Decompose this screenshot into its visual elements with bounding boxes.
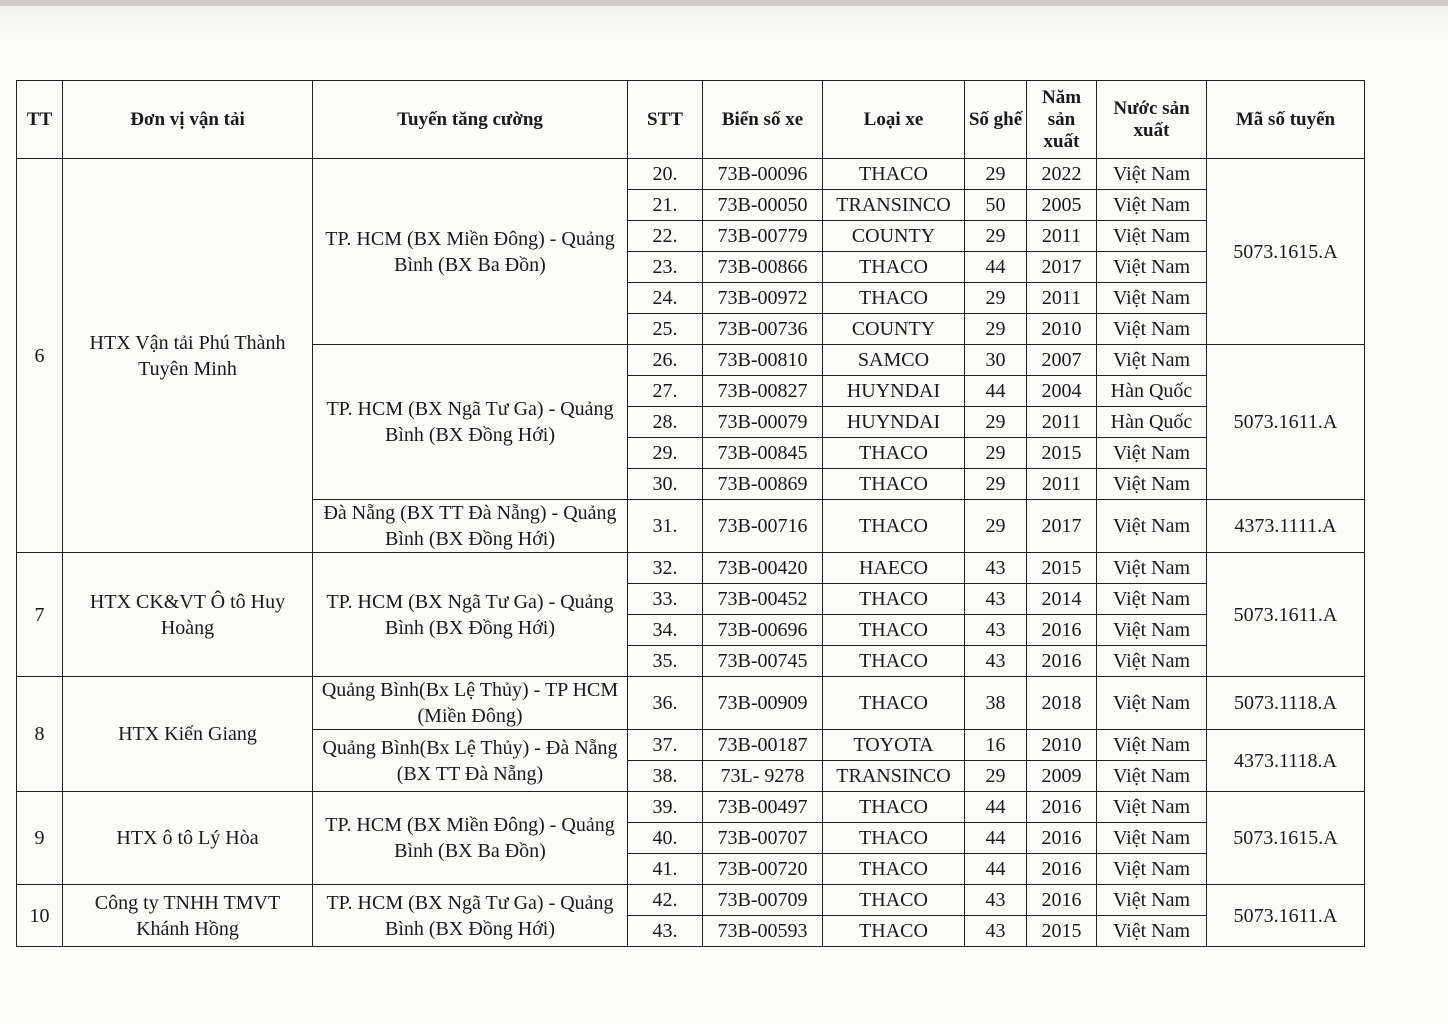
vehicle-seats: 29 bbox=[965, 283, 1027, 314]
vehicle-year: 2018 bbox=[1027, 677, 1097, 730]
vehicle-country: Việt Nam bbox=[1097, 677, 1207, 730]
vehicle-stt: 30. bbox=[628, 469, 703, 500]
vehicle-type: THACO bbox=[823, 823, 965, 854]
route-name: Quảng Bình(Bx Lệ Thủy) - TP HCM (Miền Đông) bbox=[313, 677, 628, 730]
vehicle-seats: 43 bbox=[965, 646, 1027, 677]
vehicle-plate: 73B-00845 bbox=[703, 438, 823, 469]
vehicle-seats: 29 bbox=[965, 761, 1027, 792]
table-row bbox=[17, 677, 1365, 730]
vehicle-stt: 36. bbox=[628, 677, 703, 730]
vehicle-year: 2011 bbox=[1027, 283, 1097, 314]
header-row bbox=[17, 81, 1365, 159]
header-country: Nước sản xuất bbox=[1097, 81, 1207, 159]
vehicle-seats: 43 bbox=[965, 553, 1027, 584]
vehicle-plate: 73B-00707 bbox=[703, 823, 823, 854]
vehicle-seats: 44 bbox=[965, 792, 1027, 823]
vehicle-type: HAECO bbox=[823, 553, 965, 584]
vehicle-type: THACO bbox=[823, 677, 965, 730]
vehicle-plate: 73B-00187 bbox=[703, 730, 823, 761]
vehicle-stt: 43. bbox=[628, 916, 703, 947]
vehicle-country: Việt Nam bbox=[1097, 159, 1207, 190]
vehicle-plate: 73B-00720 bbox=[703, 854, 823, 885]
route-name: Quảng Bình(Bx Lệ Thủy) - Đà Nẵng (BX TT Đà Nẵng) bbox=[313, 730, 628, 792]
vehicle-country: Việt Nam bbox=[1097, 885, 1207, 916]
vehicle-type: THACO bbox=[823, 159, 965, 190]
vehicle-seats: 29 bbox=[965, 314, 1027, 345]
vehicle-table bbox=[16, 80, 1365, 947]
route-name: Đà Nẵng (BX TT Đà Nẵng) - Quảng Bình (BX Đồng Hới) bbox=[313, 500, 628, 553]
vehicle-seats: 44 bbox=[965, 854, 1027, 885]
vehicle-type: HUYNDAI bbox=[823, 407, 965, 438]
vehicle-type: THACO bbox=[823, 584, 965, 615]
vehicle-stt: 28. bbox=[628, 407, 703, 438]
vehicle-stt: 27. bbox=[628, 376, 703, 407]
vehicle-country: Việt Nam bbox=[1097, 792, 1207, 823]
vehicle-stt: 32. bbox=[628, 553, 703, 584]
transport-unit: Công ty TNHH TMVT Khánh Hồng bbox=[63, 885, 313, 947]
vehicle-plate: 73B-00716 bbox=[703, 500, 823, 553]
transport-unit: HTX Vận tải Phú Thành Tuyên Minh bbox=[63, 159, 313, 553]
vehicle-type: COUNTY bbox=[823, 314, 965, 345]
vehicle-plate: 73B-00736 bbox=[703, 314, 823, 345]
vehicle-seats: 44 bbox=[965, 823, 1027, 854]
vehicle-seats: 44 bbox=[965, 376, 1027, 407]
vehicle-plate: 73B-00420 bbox=[703, 553, 823, 584]
vehicle-country: Hàn Quốc bbox=[1097, 376, 1207, 407]
vehicle-seats: 43 bbox=[965, 584, 1027, 615]
vehicle-country: Việt Nam bbox=[1097, 916, 1207, 947]
vehicle-year: 2011 bbox=[1027, 407, 1097, 438]
header-type: Loại xe bbox=[823, 81, 965, 159]
vehicle-stt: 34. bbox=[628, 615, 703, 646]
vehicle-seats: 50 bbox=[965, 190, 1027, 221]
vehicle-year: 2015 bbox=[1027, 916, 1097, 947]
vehicle-year: 2014 bbox=[1027, 584, 1097, 615]
route-code: 5073.1611.A bbox=[1207, 553, 1365, 677]
route-code: 4373.1118.A bbox=[1207, 730, 1365, 792]
vehicle-seats: 29 bbox=[965, 221, 1027, 252]
table-row bbox=[17, 159, 1365, 190]
scan-edge bbox=[0, 0, 1448, 6]
vehicle-stt: 22. bbox=[628, 221, 703, 252]
vehicle-type: THACO bbox=[823, 283, 965, 314]
vehicle-seats: 43 bbox=[965, 615, 1027, 646]
vehicle-stt: 42. bbox=[628, 885, 703, 916]
vehicle-type: THACO bbox=[823, 885, 965, 916]
vehicle-seats: 16 bbox=[965, 730, 1027, 761]
vehicle-stt: 38. bbox=[628, 761, 703, 792]
vehicle-country: Việt Nam bbox=[1097, 854, 1207, 885]
route-name: TP. HCM (BX Ngã Tư Ga) - Quảng Bình (BX Đồng Hới) bbox=[313, 885, 628, 947]
vehicle-year: 2010 bbox=[1027, 730, 1097, 761]
group-tt: 8 bbox=[17, 677, 63, 792]
group-tt: 9 bbox=[17, 792, 63, 885]
vehicle-country: Hàn Quốc bbox=[1097, 407, 1207, 438]
vehicle-year: 2022 bbox=[1027, 159, 1097, 190]
route-code: 5073.1611.A bbox=[1207, 345, 1365, 500]
vehicle-year: 2009 bbox=[1027, 761, 1097, 792]
vehicle-plate: 73B-00079 bbox=[703, 407, 823, 438]
vehicle-country: Việt Nam bbox=[1097, 314, 1207, 345]
vehicle-plate: 73L- 9278 bbox=[703, 761, 823, 792]
header-plate: Biển số xe bbox=[703, 81, 823, 159]
route-name: TP. HCM (BX Miền Đông) - Quảng Bình (BX Ba Đồn) bbox=[313, 159, 628, 345]
table-body bbox=[17, 159, 1365, 947]
vehicle-year: 2004 bbox=[1027, 376, 1097, 407]
vehicle-stt: 29. bbox=[628, 438, 703, 469]
header-stt: STT bbox=[628, 81, 703, 159]
vehicle-year: 2017 bbox=[1027, 500, 1097, 553]
transport-unit: HTX ô tô Lý Hòa bbox=[63, 792, 313, 885]
vehicle-country: Việt Nam bbox=[1097, 823, 1207, 854]
vehicle-plate: 73B-00096 bbox=[703, 159, 823, 190]
vehicle-stt: 20. bbox=[628, 159, 703, 190]
route-code: 5073.1611.A bbox=[1207, 885, 1365, 947]
vehicle-stt: 26. bbox=[628, 345, 703, 376]
header-year: Năm sản xuất bbox=[1027, 81, 1097, 159]
vehicle-type: THACO bbox=[823, 500, 965, 553]
vehicle-year: 2016 bbox=[1027, 615, 1097, 646]
vehicle-seats: 43 bbox=[965, 916, 1027, 947]
vehicle-seats: 29 bbox=[965, 159, 1027, 190]
vehicle-plate: 73B-00869 bbox=[703, 469, 823, 500]
vehicle-seats: 29 bbox=[965, 438, 1027, 469]
vehicle-stt: 41. bbox=[628, 854, 703, 885]
vehicle-country: Việt Nam bbox=[1097, 345, 1207, 376]
vehicle-seats: 38 bbox=[965, 677, 1027, 730]
vehicle-type: TRANSINCO bbox=[823, 190, 965, 221]
vehicle-year: 2015 bbox=[1027, 438, 1097, 469]
vehicle-seats: 29 bbox=[965, 407, 1027, 438]
vehicle-country: Việt Nam bbox=[1097, 252, 1207, 283]
vehicle-stt: 31. bbox=[628, 500, 703, 553]
vehicle-year: 2016 bbox=[1027, 823, 1097, 854]
vehicle-type: THACO bbox=[823, 469, 965, 500]
vehicle-country: Việt Nam bbox=[1097, 553, 1207, 584]
vehicle-year: 2016 bbox=[1027, 885, 1097, 916]
vehicle-stt: 23. bbox=[628, 252, 703, 283]
vehicle-type: THACO bbox=[823, 252, 965, 283]
table-row bbox=[17, 553, 1365, 584]
vehicle-type: TRANSINCO bbox=[823, 761, 965, 792]
vehicle-plate: 73B-00497 bbox=[703, 792, 823, 823]
vehicle-seats: 44 bbox=[965, 252, 1027, 283]
vehicle-year: 2011 bbox=[1027, 221, 1097, 252]
vehicle-plate: 73B-00593 bbox=[703, 916, 823, 947]
transport-unit: HTX CK&VT Ô tô Huy Hoàng bbox=[63, 553, 313, 677]
vehicle-plate: 73B-00866 bbox=[703, 252, 823, 283]
vehicle-country: Việt Nam bbox=[1097, 761, 1207, 792]
vehicle-type: SAMCO bbox=[823, 345, 965, 376]
vehicle-country: Việt Nam bbox=[1097, 190, 1207, 221]
route-name: TP. HCM (BX Ngã Tư Ga) - Quảng Bình (BX Đồng Hới) bbox=[313, 553, 628, 677]
vehicle-country: Việt Nam bbox=[1097, 221, 1207, 252]
vehicle-year: 2015 bbox=[1027, 553, 1097, 584]
vehicle-plate: 73B-00779 bbox=[703, 221, 823, 252]
route-code: 5073.1615.A bbox=[1207, 159, 1365, 345]
vehicle-year: 2010 bbox=[1027, 314, 1097, 345]
vehicle-seats: 30 bbox=[965, 345, 1027, 376]
vehicle-country: Việt Nam bbox=[1097, 500, 1207, 553]
vehicle-year: 2011 bbox=[1027, 469, 1097, 500]
route-name: TP. HCM (BX Miền Đông) - Quảng Bình (BX Ba Đồn) bbox=[313, 792, 628, 885]
vehicle-stt: 40. bbox=[628, 823, 703, 854]
vehicle-seats: 29 bbox=[965, 469, 1027, 500]
vehicle-year: 2007 bbox=[1027, 345, 1097, 376]
vehicle-stt: 37. bbox=[628, 730, 703, 761]
vehicle-type: COUNTY bbox=[823, 221, 965, 252]
group-tt: 6 bbox=[17, 159, 63, 553]
vehicle-plate: 73B-00745 bbox=[703, 646, 823, 677]
vehicle-country: Việt Nam bbox=[1097, 584, 1207, 615]
group-tt: 10 bbox=[17, 885, 63, 947]
vehicle-country: Việt Nam bbox=[1097, 438, 1207, 469]
header-tt: TT bbox=[17, 81, 63, 159]
vehicle-plate: 73B-00050 bbox=[703, 190, 823, 221]
header-seats: Số ghế bbox=[965, 81, 1027, 159]
header-unit: Đơn vị vận tải bbox=[63, 81, 313, 159]
vehicle-stt: 25. bbox=[628, 314, 703, 345]
vehicle-type: THACO bbox=[823, 438, 965, 469]
vehicle-plate: 73B-00452 bbox=[703, 584, 823, 615]
vehicle-country: Việt Nam bbox=[1097, 469, 1207, 500]
vehicle-type: HUYNDAI bbox=[823, 376, 965, 407]
vehicle-year: 2016 bbox=[1027, 792, 1097, 823]
vehicle-country: Việt Nam bbox=[1097, 646, 1207, 677]
route-name: TP. HCM (BX Ngã Tư Ga) - Quảng Bình (BX Đồng Hới) bbox=[313, 345, 628, 500]
vehicle-stt: 33. bbox=[628, 584, 703, 615]
vehicle-country: Việt Nam bbox=[1097, 283, 1207, 314]
vehicle-year: 2016 bbox=[1027, 646, 1097, 677]
vehicle-type: THACO bbox=[823, 615, 965, 646]
header-route-code: Mã số tuyến bbox=[1207, 81, 1365, 159]
table-row bbox=[17, 792, 1365, 823]
table-row bbox=[17, 885, 1365, 916]
vehicle-type: TOYOTA bbox=[823, 730, 965, 761]
header-route: Tuyến tăng cường bbox=[313, 81, 628, 159]
vehicle-type: THACO bbox=[823, 792, 965, 823]
vehicle-plate: 73B-00696 bbox=[703, 615, 823, 646]
vehicle-plate: 73B-00972 bbox=[703, 283, 823, 314]
transport-unit: HTX Kiến Giang bbox=[63, 677, 313, 792]
vehicle-type: THACO bbox=[823, 646, 965, 677]
group-tt: 7 bbox=[17, 553, 63, 677]
vehicle-stt: 39. bbox=[628, 792, 703, 823]
vehicle-plate: 73B-00827 bbox=[703, 376, 823, 407]
vehicle-plate: 73B-00909 bbox=[703, 677, 823, 730]
vehicle-year: 2017 bbox=[1027, 252, 1097, 283]
vehicle-country: Việt Nam bbox=[1097, 615, 1207, 646]
vehicle-year: 2016 bbox=[1027, 854, 1097, 885]
vehicle-seats: 29 bbox=[965, 500, 1027, 553]
vehicle-stt: 24. bbox=[628, 283, 703, 314]
route-code: 4373.1111.A bbox=[1207, 500, 1365, 553]
route-code: 5073.1118.A bbox=[1207, 677, 1365, 730]
route-code: 5073.1615.A bbox=[1207, 792, 1365, 885]
vehicle-stt: 21. bbox=[628, 190, 703, 221]
vehicle-plate: 73B-00810 bbox=[703, 345, 823, 376]
vehicle-year: 2005 bbox=[1027, 190, 1097, 221]
vehicle-seats: 43 bbox=[965, 885, 1027, 916]
vehicle-stt: 35. bbox=[628, 646, 703, 677]
vehicle-type: THACO bbox=[823, 854, 965, 885]
vehicle-country: Việt Nam bbox=[1097, 730, 1207, 761]
vehicle-type: THACO bbox=[823, 916, 965, 947]
vehicle-plate: 73B-00709 bbox=[703, 885, 823, 916]
